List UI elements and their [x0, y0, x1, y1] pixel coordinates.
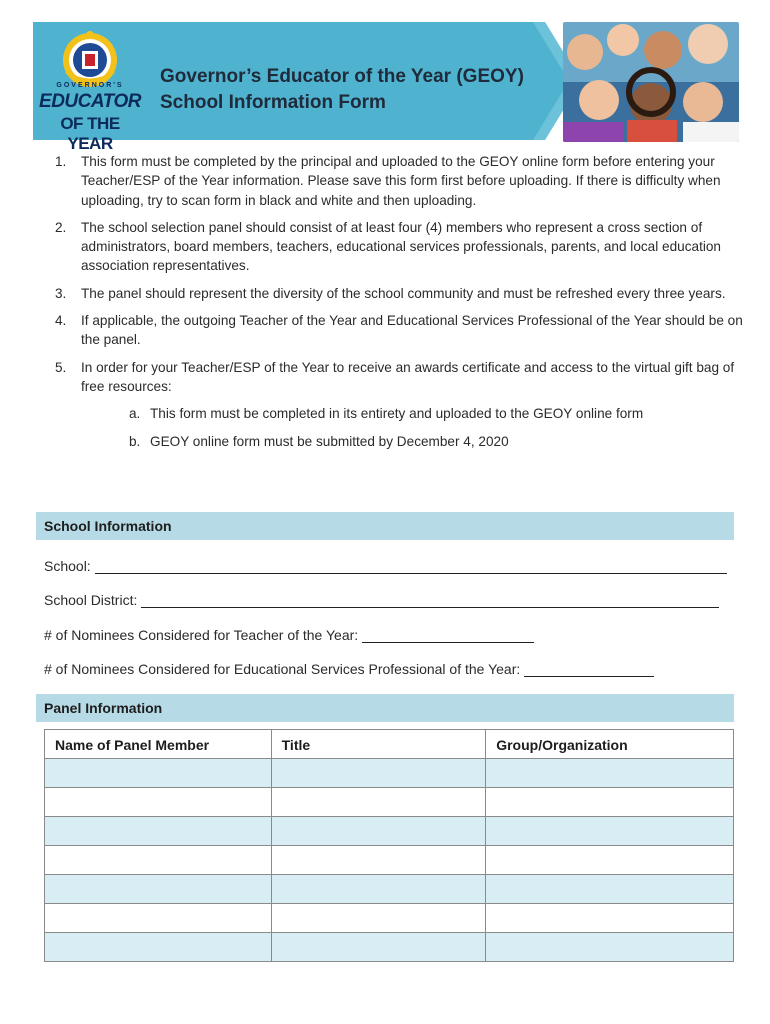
table-header-row	[45, 730, 734, 759]
panel-member-name-cell[interactable]	[45, 904, 272, 933]
panel-member-group-cell[interactable]	[486, 846, 734, 875]
children-photo-image-icon	[563, 22, 739, 142]
instruction-subitem: b. GEOY online form must be submitted by December 4, 2020	[129, 433, 509, 449]
school-information-heading: School Information	[36, 512, 734, 540]
column-header-group: Group/Organization	[486, 730, 734, 759]
panel-member-group-cell[interactable]	[486, 817, 734, 846]
table-row	[45, 904, 734, 933]
table-row	[45, 933, 734, 962]
panel-member-group-cell[interactable]	[486, 875, 734, 904]
instructions-list	[55, 152, 745, 459]
panel-member-title-cell[interactable]	[271, 817, 486, 846]
school-label: School:	[44, 558, 91, 574]
column-header-name: Name of Panel Member	[45, 730, 272, 759]
panel-member-name-cell[interactable]	[45, 817, 272, 846]
children-photo	[563, 22, 739, 142]
logo-year-text: OF THE YEAR	[60, 114, 120, 153]
panel-member-title-cell[interactable]	[271, 846, 486, 875]
logo-small-text: GOVERNOR'S	[56, 82, 124, 89]
panel-member-name-cell[interactable]	[45, 846, 272, 875]
panel-member-name-cell[interactable]	[45, 875, 272, 904]
table-row	[45, 846, 734, 875]
instruction-item: 1. This form must be completed by the principal and uploaded to the GEOY online form before entering your Teacher/ESP of the Year information. Please save this form first before uploading. If there is difficulty when uploading, try to scan form in black and white and then uploading.	[55, 154, 721, 208]
school-input-line[interactable]	[95, 559, 727, 574]
instruction-item: 4. If applicable, the outgoing Teacher of the Year and Educational Services Professional of the Year should be on the panel.	[55, 313, 743, 348]
panel-member-title-cell[interactable]	[271, 904, 486, 933]
table-row	[45, 875, 734, 904]
panel-member-title-cell[interactable]	[271, 759, 486, 788]
table-row	[45, 759, 734, 788]
panel-member-title-cell[interactable]	[271, 933, 486, 962]
panel-member-name-cell[interactable]	[45, 933, 272, 962]
school-district-field	[44, 592, 719, 608]
school-district-label: School District:	[44, 592, 138, 608]
instruction-item: 2. The school selection panel should consist of at least four (4) members who represent a cross section of administrators, board members, teachers, educational services professionals, parents, and local education association representatives.	[55, 219, 721, 274]
panel-member-title-cell[interactable]	[271, 788, 486, 817]
table-row	[45, 788, 734, 817]
esp-nominees-label: # of Nominees Considered for Educational Services Professional of the Year:	[44, 661, 521, 677]
instruction-subitem: a. This form must be completed in its entirety and uploaded to the GEOY online form	[129, 406, 644, 422]
teacher-nominees-input-line[interactable]	[362, 628, 534, 643]
teacher-nominees-label: # of Nominees Considered for Teacher of the Year:	[44, 627, 359, 643]
instruction-item: 5. In order for your Teacher/ESP of the Year to receive an awards certificate and access to the virtual gift bag of free resources: a. This form must be completed in its entirety and uploaded to the GEOY online form b. GEOY online form must be submitted by December 4, 2020	[55, 358, 745, 451]
logo-big-text: EDUCATOR	[39, 91, 141, 112]
form-subtitle: School Information Form	[160, 92, 386, 113]
panel-member-title-cell[interactable]	[271, 875, 486, 904]
teacher-nominees-field	[44, 627, 534, 643]
panel-member-name-cell[interactable]	[45, 788, 272, 817]
table-row	[45, 817, 734, 846]
school-district-input-line[interactable]	[141, 593, 719, 608]
column-header-title: Title	[271, 730, 486, 759]
panel-members-table	[44, 729, 734, 962]
instruction-item: 3. The panel should represent the diversity of the school community and must be refreshed every three years.	[55, 285, 726, 301]
panel-member-group-cell[interactable]	[486, 904, 734, 933]
school-field	[44, 558, 727, 574]
panel-member-group-cell[interactable]	[486, 759, 734, 788]
panel-member-group-cell[interactable]	[486, 933, 734, 962]
esp-nominees-field	[44, 661, 654, 677]
panel-member-name-cell[interactable]	[45, 759, 272, 788]
form-title: Governor’s Educator of the Year (GEOY)	[160, 66, 524, 87]
panel-member-group-cell[interactable]	[486, 788, 734, 817]
panel-information-heading: Panel Information	[36, 694, 734, 722]
esp-nominees-input-line[interactable]	[524, 662, 654, 677]
